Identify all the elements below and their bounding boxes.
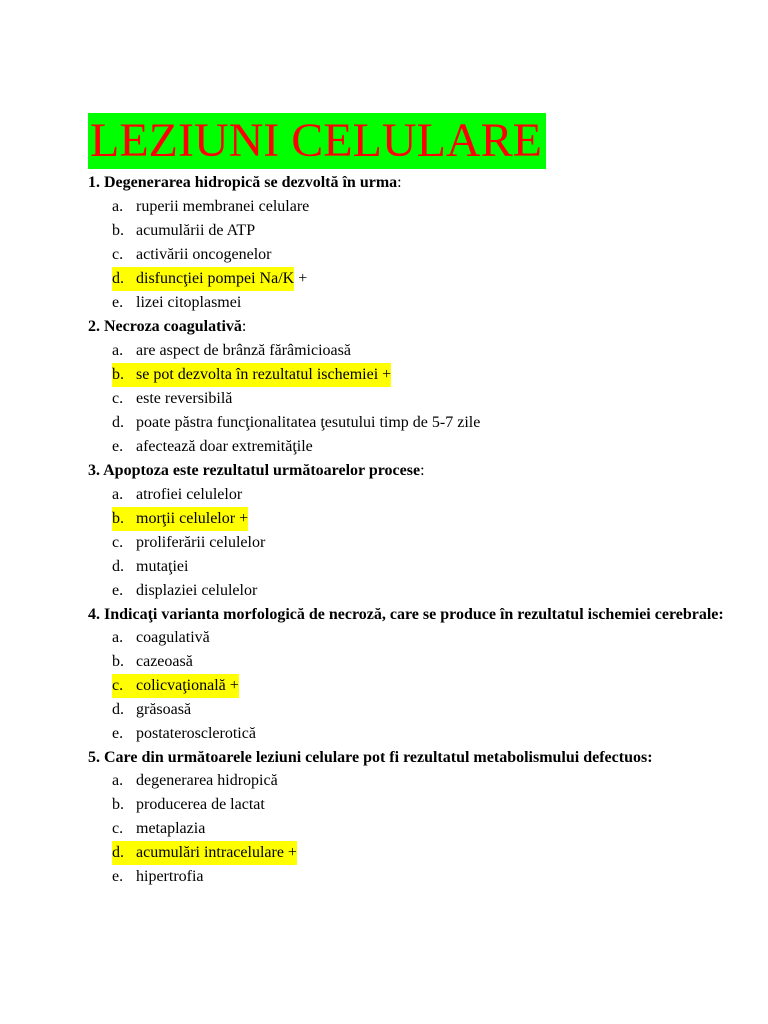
answer-option bbox=[88, 243, 728, 267]
correct-answer-highlight bbox=[112, 363, 391, 387]
answer-option bbox=[88, 841, 728, 865]
question-text bbox=[88, 459, 728, 483]
option-text: morţii celulelor + bbox=[136, 510, 249, 527]
correct-mark: + bbox=[294, 270, 308, 287]
option-letter: c. bbox=[112, 390, 124, 407]
answer-content bbox=[112, 793, 265, 817]
option-text: proliferării celulelor bbox=[136, 534, 266, 551]
answer-option bbox=[88, 626, 728, 650]
answer-content bbox=[112, 219, 255, 243]
question-label: 3. Apoptoza este rezultatul următoarelor procese bbox=[88, 462, 421, 479]
question-label: 2. Necroza coagulativă bbox=[88, 318, 242, 335]
question-suffix: : bbox=[241, 318, 247, 335]
option-letter: c. bbox=[112, 820, 124, 837]
option-letter: d. bbox=[112, 270, 124, 287]
option-letter: a. bbox=[112, 198, 124, 215]
option-text: hipertrofia bbox=[136, 868, 204, 885]
option-text: postaterosclerotică bbox=[136, 725, 256, 742]
correct-answer-highlight bbox=[112, 267, 294, 291]
option-text: se pot dezvolta în rezultatul ischemiei + bbox=[136, 366, 392, 383]
option-letter: e. bbox=[112, 868, 124, 885]
option-letter: c. bbox=[112, 534, 124, 551]
answer-content bbox=[112, 339, 351, 363]
option-letter: e. bbox=[112, 725, 124, 742]
option-text: mutaţiei bbox=[136, 558, 189, 575]
question-label: 1. Degenerarea hidropică se dezvoltă în urma bbox=[88, 174, 398, 191]
answer-option bbox=[88, 411, 728, 435]
question-2 bbox=[88, 315, 728, 459]
option-letter: b. bbox=[112, 222, 124, 239]
option-letter: b. bbox=[112, 796, 124, 813]
question-3 bbox=[88, 459, 728, 603]
answer-content bbox=[112, 650, 193, 674]
option-text: ruperii membranei celulare bbox=[136, 198, 310, 215]
answer-option bbox=[88, 531, 728, 555]
question-text bbox=[88, 746, 728, 769]
answer-option bbox=[88, 865, 728, 889]
answer-content bbox=[112, 531, 265, 555]
answer-content bbox=[112, 722, 256, 746]
answer-content bbox=[112, 817, 205, 841]
question-1 bbox=[88, 171, 728, 315]
option-text: displaziei celulelor bbox=[136, 582, 258, 599]
answer-content bbox=[112, 865, 204, 889]
answer-option bbox=[88, 817, 728, 841]
option-text: disfuncţiei pompei Na/K bbox=[136, 270, 295, 287]
question-list bbox=[88, 171, 728, 889]
answer-content bbox=[112, 411, 480, 435]
question-text bbox=[88, 603, 728, 626]
answer-option bbox=[88, 435, 728, 459]
option-text: cazeoasă bbox=[136, 653, 193, 670]
answer-option bbox=[88, 291, 728, 315]
answer-content bbox=[112, 769, 278, 793]
answer-option bbox=[88, 793, 728, 817]
option-text: activării oncogenelor bbox=[136, 246, 272, 263]
answer-option bbox=[88, 555, 728, 579]
answer-option bbox=[88, 579, 728, 603]
option-letter: a. bbox=[112, 342, 124, 359]
answer-option bbox=[88, 769, 728, 793]
option-letter: b. bbox=[112, 653, 124, 670]
question-label: 5. Care din următoarele leziuni celulare pot fi rezultatul metabolismului defectuos: bbox=[88, 749, 653, 766]
answer-content bbox=[112, 698, 191, 722]
answer-option bbox=[88, 674, 728, 698]
option-letter: a. bbox=[112, 629, 124, 646]
correct-answer-highlight bbox=[112, 841, 297, 865]
document-title: LEZIUNI CELULARE bbox=[88, 113, 546, 169]
option-letter: c. bbox=[112, 677, 124, 694]
answer-content bbox=[112, 483, 242, 507]
answer-option bbox=[88, 722, 728, 746]
question-suffix: : bbox=[397, 174, 402, 191]
question-text bbox=[88, 171, 728, 195]
answer-content bbox=[112, 435, 313, 459]
answer-content bbox=[112, 555, 188, 579]
answer-content bbox=[112, 291, 241, 315]
option-letter: c. bbox=[112, 246, 124, 263]
option-text: metaplazia bbox=[136, 820, 206, 837]
question-4 bbox=[88, 603, 728, 746]
option-text: colicvaţională + bbox=[136, 677, 239, 694]
answer-content bbox=[112, 243, 272, 267]
option-text: acumulării de ATP bbox=[136, 222, 256, 239]
option-text: afectează doar extremităţile bbox=[136, 438, 313, 455]
option-letter: a. bbox=[112, 486, 124, 503]
answer-option bbox=[88, 219, 728, 243]
option-letter: b. bbox=[112, 366, 124, 383]
option-text: acumulări intracelulare + bbox=[136, 844, 297, 861]
option-text: degenerarea hidropică bbox=[136, 772, 278, 789]
answer-option bbox=[88, 650, 728, 674]
answer-content bbox=[112, 626, 210, 650]
option-text: este reversibilă bbox=[136, 390, 233, 407]
option-letter: d. bbox=[112, 558, 124, 575]
option-text: producerea de lactat bbox=[136, 796, 265, 813]
answer-option bbox=[88, 267, 728, 291]
option-letter: e. bbox=[112, 582, 124, 599]
question-label: 4. Indicaţi varianta morfologică de necroză, care se produce în rezultatul ischemiei cerebrale: bbox=[88, 606, 724, 623]
question-suffix: : bbox=[420, 462, 425, 479]
option-text: coagulativă bbox=[136, 629, 210, 646]
option-text: poate păstra funcţionalitatea ţesutului timp de 5-7 zile bbox=[136, 414, 481, 431]
answer-option bbox=[88, 339, 728, 363]
correct-answer-highlight bbox=[112, 507, 248, 531]
answer-option bbox=[88, 483, 728, 507]
option-text: atrofiei celulelor bbox=[136, 486, 243, 503]
option-text: are aspect de brânză fărâmicioasă bbox=[136, 342, 351, 359]
option-letter: d. bbox=[112, 414, 124, 431]
option-letter: d. bbox=[112, 701, 124, 718]
option-text: lizei citoplasmei bbox=[136, 294, 242, 311]
option-letter: e. bbox=[112, 294, 124, 311]
answer-content bbox=[112, 579, 257, 603]
option-letter: b. bbox=[112, 510, 124, 527]
answer-option bbox=[88, 363, 728, 387]
option-letter: a. bbox=[112, 772, 124, 789]
option-letter: e. bbox=[112, 438, 124, 455]
answer-option bbox=[88, 698, 728, 722]
question-text bbox=[88, 315, 728, 339]
answer-option bbox=[88, 195, 728, 219]
answer-option bbox=[88, 387, 728, 411]
answer-content bbox=[112, 387, 232, 411]
option-text: grăsoasă bbox=[136, 701, 192, 718]
question-5 bbox=[88, 746, 728, 889]
correct-answer-highlight bbox=[112, 674, 239, 698]
answer-content bbox=[112, 195, 309, 219]
option-letter: d. bbox=[112, 844, 124, 861]
answer-option bbox=[88, 507, 728, 531]
